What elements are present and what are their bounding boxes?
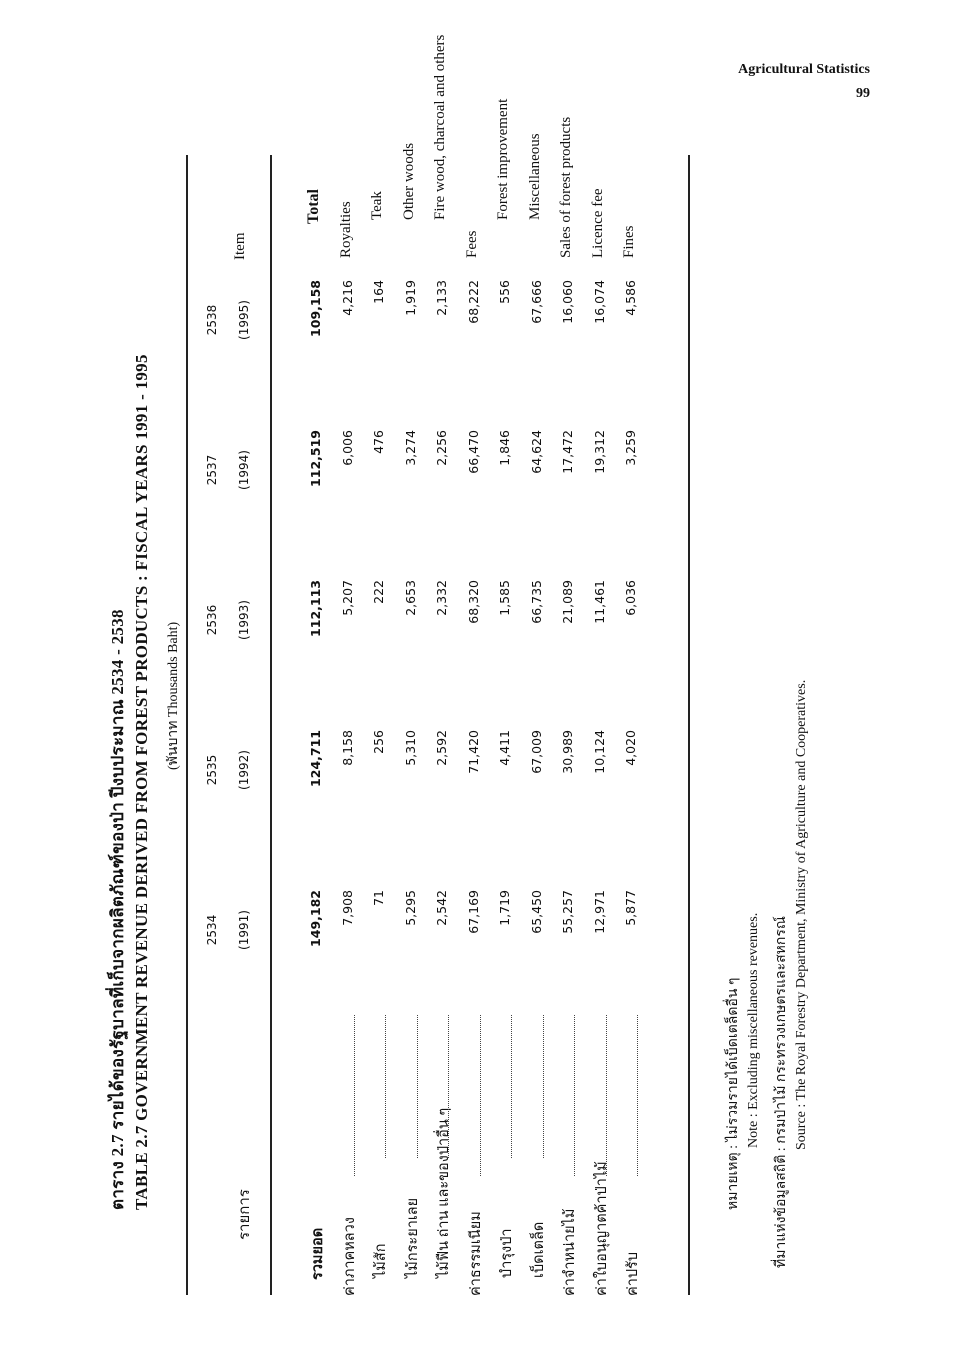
cell-value: 19,312: [592, 430, 607, 474]
cell-value: 65,450: [529, 890, 544, 934]
cell-value: 6,006: [340, 430, 355, 466]
english-title: TABLE 2.7 GOVERNMENT REVENUE DERIVED FROM FOREST PRODUCTS : FISCAL YEARS 1991 - 1995: [132, 354, 151, 1210]
table-bottom-rule: [688, 155, 690, 1295]
thai-source: ที่มาแห่งข้อมูลสถิติ : กรมป่าไม้ กระทรวงเกษตรและสหกรณ์: [774, 916, 789, 1268]
cell-value: 112,519: [308, 430, 323, 487]
column-header-thai-year: 2537: [205, 454, 219, 486]
column-header-year: (1994): [237, 450, 251, 490]
row-thai-label: ไม้ฟืน ถ่าน และของป่าอื่น ๆ: [436, 1107, 452, 1278]
cell-value: 1,585: [497, 580, 512, 616]
row-english-label: Royalties: [338, 201, 354, 258]
cell-value: 71,420: [466, 730, 481, 774]
cell-value: 67,666: [529, 280, 544, 324]
cell-value: 3,274: [403, 430, 418, 466]
row-english-label: Miscellaneous: [527, 133, 543, 220]
leader-dots: [511, 1015, 512, 1158]
row-english-label: Fees: [464, 230, 480, 258]
table-top-rule: [186, 155, 188, 1295]
english-item-header: Item: [232, 232, 248, 260]
column-header-thai-year: 2534: [205, 914, 219, 946]
cell-value: 5,877: [623, 890, 638, 926]
leader-dots: [385, 1015, 386, 1158]
column-header-thai-year: 2538: [205, 304, 219, 336]
cell-value: 16,060: [560, 280, 575, 324]
leader-dots: [354, 1015, 355, 1176]
cell-value: 556: [497, 280, 512, 304]
column-header-year: (1991): [237, 910, 251, 950]
cell-value: 1,846: [497, 430, 512, 466]
cell-value: 64,624: [529, 430, 544, 474]
leader-dots: [637, 1015, 638, 1176]
leader-dots: [417, 1015, 418, 1158]
row-thai-label: ค่าปรับ: [625, 1251, 641, 1296]
cell-value: 164: [371, 280, 386, 304]
cell-value: 21,089: [560, 580, 575, 624]
cell-value: 149,182: [308, 890, 323, 947]
cell-value: 2,133: [434, 280, 449, 316]
cell-value: 3,259: [623, 430, 638, 466]
header-bottom-rule: [270, 155, 272, 1295]
row-thai-label: ค่าภาคหลวง: [342, 1217, 358, 1296]
row-english-label: Sales of forest products: [558, 116, 574, 258]
leader-dots: [448, 1015, 449, 1158]
cell-value: 67,169: [466, 890, 481, 934]
row-thai-label: ไม้กระยาเลย: [405, 1197, 421, 1278]
cell-value: 30,989: [560, 730, 575, 774]
cell-value: 68,222: [466, 280, 481, 324]
column-header-thai-year: 2536: [205, 604, 219, 636]
row-thai-label: ค่าใบอนุญาตค้าป่าไม้: [594, 1161, 610, 1296]
cell-value: 109,158: [308, 280, 323, 337]
cell-value: 66,735: [529, 580, 544, 624]
cell-value: 4,411: [497, 730, 512, 766]
cell-value: 1,919: [403, 280, 418, 316]
cell-value: 4,020: [623, 730, 638, 766]
unit-label: (พันบาท Thousands Baht): [166, 621, 181, 770]
cell-value: 67,009: [529, 730, 544, 774]
column-header-thai-year: 2535: [205, 754, 219, 786]
thai-note: หมายเหตุ : ไม่รวมรายได้เบ็ดเตล็ดอื่น ๆ: [726, 977, 741, 1210]
page-number: 99: [856, 86, 870, 101]
leader-dots: [480, 1015, 481, 1176]
cell-value: 1,719: [497, 890, 512, 926]
thai-title: ตาราง 2.7 รายได้ของรัฐบาลที่เก็บจากผลิตภัณฑ์ของป่า ปีงบประมาณ 2534 - 2538: [108, 609, 127, 1210]
row-english-label: Fire wood, charcoal and others: [432, 34, 448, 220]
leader-dots: [606, 1015, 607, 1176]
cell-value: 8,158: [340, 730, 355, 766]
cell-value: 4,586: [623, 280, 638, 316]
cell-value: 476: [371, 430, 386, 454]
row-english-label: Fines: [621, 225, 637, 258]
english-note: Note : Excluding miscellaneous revenues.: [746, 912, 761, 1148]
cell-value: 12,971: [592, 890, 607, 934]
row-english-label: Licence fee: [590, 188, 606, 258]
cell-value: 11,461: [592, 580, 607, 624]
row-thai-label: ไม้สัก: [373, 1243, 389, 1278]
cell-value: 4,216: [340, 280, 355, 316]
cell-value: 66,470: [466, 430, 481, 474]
cell-value: 2,542: [434, 890, 449, 926]
row-thai-label: ค่าจำหน่ายไม้: [562, 1208, 578, 1296]
cell-value: 5,295: [403, 890, 418, 926]
cell-value: 2,653: [403, 580, 418, 616]
cell-value: 16,074: [592, 280, 607, 324]
english-source: Source : The Royal Forestry Department, Ministry of Agriculture and Cooperatives.: [794, 679, 809, 1150]
row-english-label: Other woods: [401, 142, 417, 220]
row-thai-label: ค่าธรรมเนียม: [468, 1211, 484, 1296]
thai-item-header: รายการ: [237, 1189, 253, 1240]
cell-value: 2,592: [434, 730, 449, 766]
row-thai-label: รวมยอด: [310, 1227, 326, 1280]
cell-value: 71: [371, 890, 386, 906]
cell-value: 17,472: [560, 430, 575, 474]
leader-dots: [574, 1015, 575, 1176]
cell-value: 10,124: [592, 730, 607, 774]
publication-title: Agricultural Statistics: [738, 62, 870, 77]
cell-value: 68,320: [466, 580, 481, 624]
row-thai-label: บำรุงป่า: [499, 1228, 515, 1278]
cell-value: 124,711: [308, 730, 323, 787]
cell-value: 5,207: [340, 580, 355, 616]
cell-value: 6,036: [623, 580, 638, 616]
cell-value: 112,113: [308, 580, 323, 637]
cell-value: 2,256: [434, 430, 449, 466]
cell-value: 5,310: [403, 730, 418, 766]
row-thai-label: เบ็ดเตล็ด: [531, 1221, 547, 1278]
column-header-year: (1992): [237, 750, 251, 790]
cell-value: 2,332: [434, 580, 449, 616]
cell-value: 256: [371, 730, 386, 754]
column-header-year: (1993): [237, 600, 251, 640]
cell-value: 222: [371, 580, 386, 604]
leader-dots: [543, 1015, 544, 1158]
row-english-label: Total: [305, 189, 322, 224]
row-english-label: Teak: [369, 191, 385, 220]
cell-value: 7,908: [340, 890, 355, 926]
column-header-year: (1995): [237, 300, 251, 340]
row-english-label: Forest improvement: [495, 98, 511, 220]
cell-value: 55,257: [560, 890, 575, 934]
